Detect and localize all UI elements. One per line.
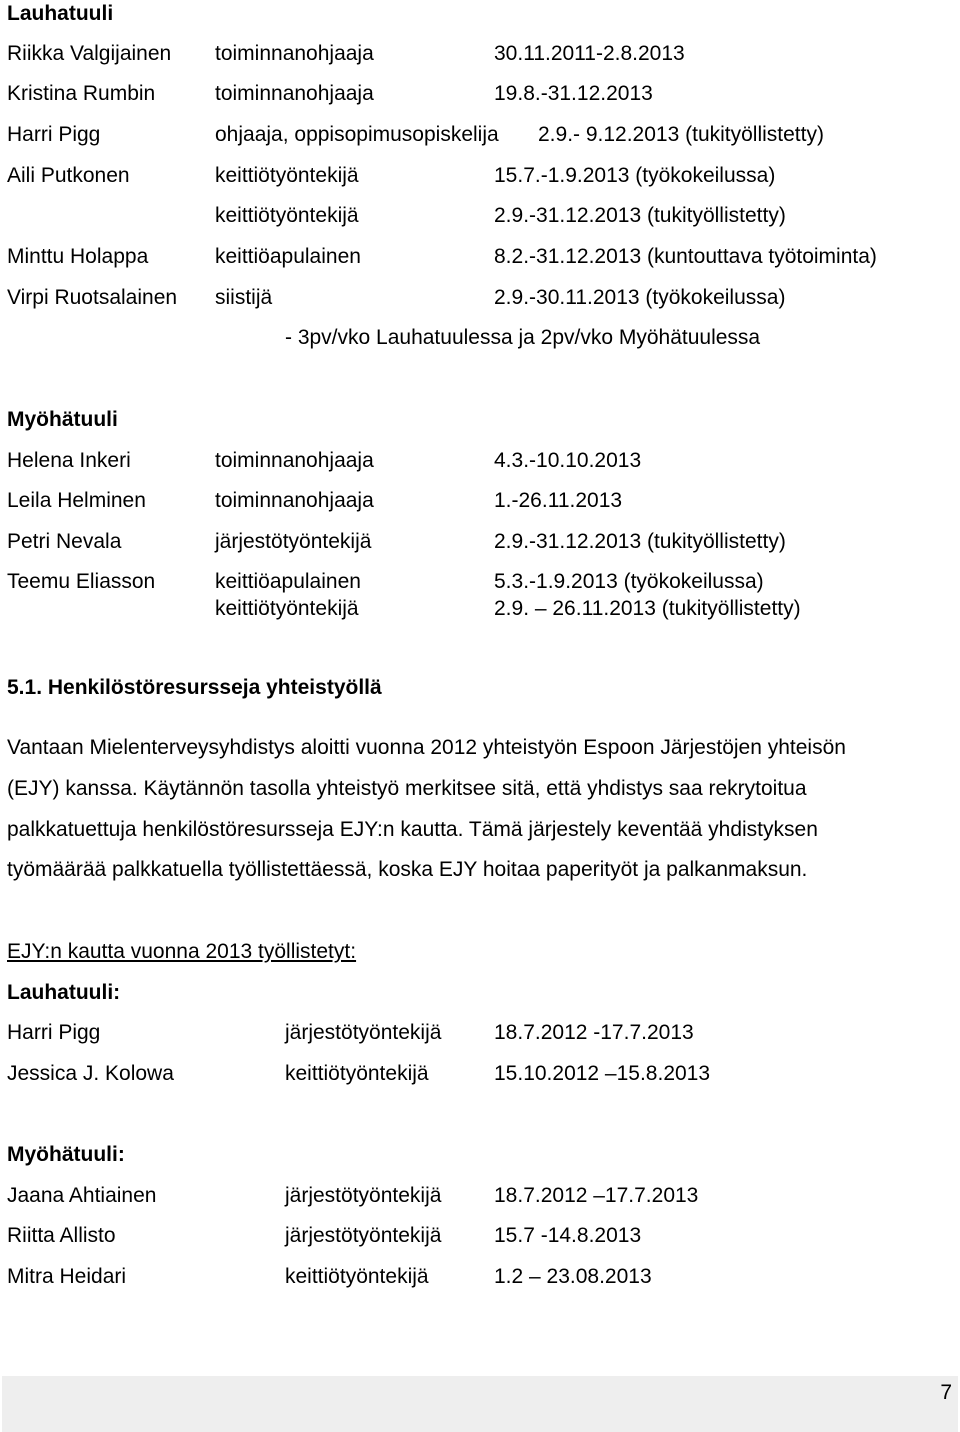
person-name: Riikka Valgijainen <box>7 42 172 65</box>
employment-period: 2.9.-30.11.2013 (työkokeilussa) <box>494 286 786 309</box>
person-name: Virpi Ruotsalainen <box>7 286 178 309</box>
schedule-note: - 3pv/vko Lauhatuulessa ja 2pv/vko Myöhätuulessa <box>285 326 761 349</box>
ejy-section-title-myohatuuli: Myöhätuuli: <box>7 1143 125 1166</box>
person-role: keittiötyöntekijä <box>215 597 359 620</box>
person-role: keittiötyöntekijä <box>285 1265 429 1288</box>
paragraph-line: Vantaan Mielenterveysyhdistys aloitti vuonna 2012 yhteistyön Espoon Järjestöjen yhteisön <box>7 736 846 759</box>
section-title-myohatuuli: Myöhätuuli <box>7 408 118 431</box>
person-name: Minttu Holappa <box>7 245 149 268</box>
employment-period: 15.7.-1.9.2013 (työkokeilussa) <box>494 164 776 187</box>
person-name: Teemu Eliasson <box>7 570 156 593</box>
person-role: järjestötyöntekijä <box>285 1224 442 1247</box>
ejy-section-title-lauhatuuli: Lauhatuuli: <box>7 981 121 1004</box>
person-name: Harri Pigg <box>7 1021 101 1044</box>
person-role: toiminnanohjaaja <box>215 489 374 512</box>
person-name: Aili Putkonen <box>7 164 130 187</box>
person-role: keittiötyöntekijä <box>215 204 359 227</box>
employment-period: 2.9.-31.12.2013 (tukityöllistetty) <box>494 204 786 227</box>
employment-period: 1.-26.11.2013 <box>494 489 623 512</box>
person-name: Harri Pigg <box>7 123 101 146</box>
employment-period: 18.7.2012 -17.7.2013 <box>494 1021 694 1044</box>
employment-period: 15.7 -14.8.2013 <box>494 1224 642 1247</box>
employment-period: 2.9.- 9.12.2013 (tukityöllistetty) <box>538 123 824 146</box>
person-name: Jaana Ahtiainen <box>7 1184 157 1207</box>
page-footer <box>2 1376 958 1432</box>
section-heading-5-1: 5.1. Henkilöstöresursseja yhteistyöllä <box>7 676 382 699</box>
person-role: toiminnanohjaaja <box>215 449 374 472</box>
section-title-lauhatuuli: Lauhatuuli <box>7 2 114 25</box>
employment-period: 19.8.-31.12.2013 <box>494 82 653 105</box>
section-5-1-paragraph <box>7 728 953 891</box>
paragraph-line: (EJY) kanssa. Käytännön tasolla yhteistyö merkitsee sitä, että yhdistys saa rekrytoitua <box>7 776 807 800</box>
person-role: järjestötyöntekijä <box>285 1021 442 1044</box>
person-name: Petri Nevala <box>7 530 122 553</box>
employment-period: 15.10.2012 –15.8.2013 <box>494 1062 711 1085</box>
person-name: Kristina Rumbin <box>7 82 156 105</box>
paragraph-line: työmäärää palkkatuella työllistettäessä, koska EJY hoitaa paperityöt ja palkanmaksun. <box>7 858 808 882</box>
person-name: Riitta Allisto <box>7 1224 116 1247</box>
employment-period: 2.9.-31.12.2013 (tukityöllistetty) <box>494 530 786 553</box>
employment-period: 5.3.-1.9.2013 (työkokeilussa) <box>494 570 764 593</box>
employment-period: 30.11.2011-2.8.2013 <box>494 42 685 65</box>
employment-period: 18.7.2012 –17.7.2013 <box>494 1184 699 1207</box>
person-name: Mitra Heidari <box>7 1265 127 1288</box>
person-role: järjestötyöntekijä <box>215 530 372 553</box>
employment-period: 8.2.-31.12.2013 (kuntouttava työtoiminta) <box>494 245 877 268</box>
person-name: Leila Helminen <box>7 489 146 512</box>
person-role: keittiöapulainen <box>215 245 361 268</box>
person-name: Helena Inkeri <box>7 449 131 472</box>
page-number: 7 <box>940 1381 952 1404</box>
person-name: Jessica J. Kolowa <box>7 1062 174 1085</box>
person-role: toiminnanohjaaja <box>215 42 374 65</box>
person-role: toiminnanohjaaja <box>215 82 374 105</box>
person-role: järjestötyöntekijä <box>285 1184 442 1207</box>
paragraph-line: palkkatuettuja henkilöstöresursseja EJY:n kautta. Tämä järjestely keventää yhdistyksen <box>7 817 818 841</box>
ejy-heading: EJY:n kautta vuonna 2013 työllistetyt: <box>7 940 357 963</box>
person-role: ohjaaja, oppisopimusopiskelija <box>215 123 499 146</box>
employment-period: 1.2 – 23.08.2013 <box>494 1265 652 1288</box>
employment-period: 2.9. – 26.11.2013 (tukityöllistetty) <box>494 597 801 620</box>
person-role: keittiötyöntekijä <box>215 164 359 187</box>
person-role: keittiötyöntekijä <box>285 1062 429 1085</box>
person-role: siistijä <box>215 286 273 309</box>
employment-period: 4.3.-10.10.2013 <box>494 449 642 472</box>
person-role: keittiöapulainen <box>215 570 361 593</box>
